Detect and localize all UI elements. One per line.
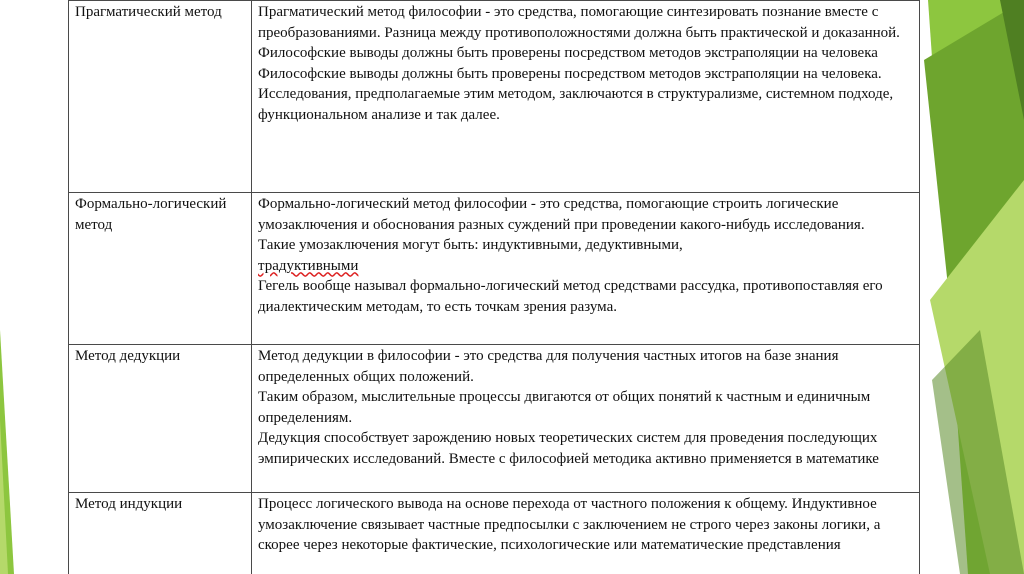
left-green-strip xyxy=(0,0,40,574)
paragraph: Метод дедукции в философии - это средства для получения частных итогов на базе знания определенных общих положений. xyxy=(258,348,839,385)
description-cell xyxy=(252,493,920,574)
description-cell xyxy=(252,345,920,493)
green-facet-5 xyxy=(1000,0,1024,120)
paragraph: Гегель вообще называл формально-логический метод средствами рассудка, противопоставляя его диалектическим методам, то есть точкам зрения разума. xyxy=(258,278,883,315)
paragraph: Таким образом, мыслительные процессы двигаются от общих понятий к частным и единичным определениям. xyxy=(258,389,871,426)
term-cell: Метод индукции xyxy=(69,493,252,574)
table-row xyxy=(69,193,920,345)
paragraph: Философские выводы должны быть проверены посредством методов экстраполяции на человека xyxy=(258,45,878,61)
paragraph: Исследования, предполагаемые этим методом, заключаются в структурализме, системном подходе, функциональном анализе и так далее. xyxy=(258,86,894,123)
paragraph: Процесс логического вывода на основе перехода от частного положения к общему. Индуктивное умозаключение связывает частные предпосылки с заключением не строго через законы логики, а скорее через некоторые фактические, психологические или математические представления xyxy=(258,496,881,553)
description-cell xyxy=(252,1,920,193)
table-row xyxy=(69,1,920,193)
table-row xyxy=(69,345,920,493)
term-cell: Прагматический метод xyxy=(69,1,252,193)
description-cell xyxy=(252,193,920,345)
paragraph: Дедукция способствует зарождению новых теоретических систем для проведения последующих эмпирических исследований. Вместе с философией методика активно применяется в математике xyxy=(258,430,879,467)
paragraph: Такие умозаключения могут быть: индуктивными, дедуктивными, xyxy=(258,237,683,253)
green-facet-1 xyxy=(928,0,1024,574)
green-facet-2 xyxy=(924,0,1024,400)
term-cell: Метод дедукции xyxy=(69,345,252,493)
document-page xyxy=(68,0,922,574)
paragraph xyxy=(258,256,913,277)
paragraph: Прагматический метод философии - это средства, помогающие синтезировать познание вместе с преобразованиями. Разница между противоположностями должна быть практической и доказанной. xyxy=(258,4,900,41)
methods-table xyxy=(68,0,920,574)
paragraph: Философские выводы должны быть проверены посредством методов экстраполяции на человека. xyxy=(258,65,882,82)
green-facet-4 xyxy=(932,330,1024,574)
misspelled-word: традуктивными xyxy=(258,257,359,274)
term-cell: Формально-логический метод xyxy=(69,193,252,345)
paragraph: Формально-логический метод философии - это средства, помогающие строить логические умозаключения и обоснования разных суждений при проведении какого-нибудь исследования. xyxy=(258,196,865,233)
green-facet-3 xyxy=(930,180,1024,574)
table-row xyxy=(69,493,920,574)
